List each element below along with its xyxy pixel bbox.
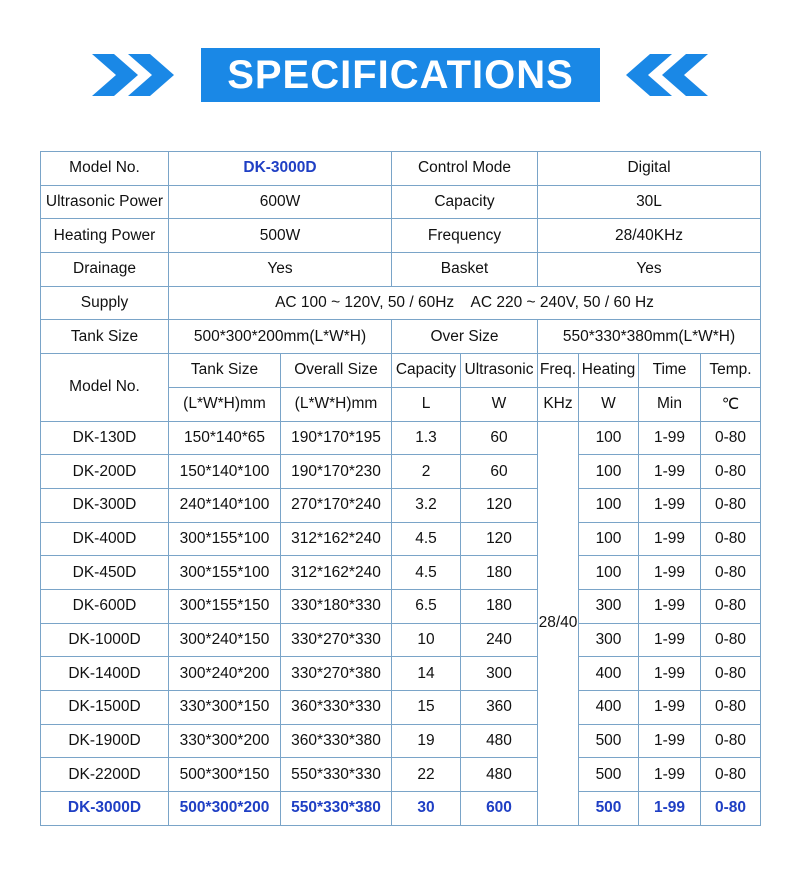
cell-heating: 100 — [579, 522, 639, 556]
cell-heating: 300 — [579, 589, 639, 623]
cell-tank: 300*155*100 — [169, 522, 281, 556]
unit-ultrasonic: W — [461, 387, 538, 421]
table-row — [41, 623, 761, 657]
heating-power-label: Heating Power — [41, 219, 169, 253]
cell-time: 1-99 — [639, 421, 701, 455]
double-chevron-right-icon — [92, 48, 188, 102]
cell-overall: 312*162*240 — [281, 522, 392, 556]
page-title: SPECIFICATIONS — [201, 48, 600, 102]
cell-temp: 0-80 — [701, 421, 761, 455]
cell-overall: 190*170*230 — [281, 455, 392, 489]
table-row — [41, 522, 761, 556]
cell-time: 1-99 — [639, 556, 701, 590]
cell-model: DK-1400D — [41, 657, 169, 691]
cell-tank: 300*240*150 — [169, 623, 281, 657]
table-row — [41, 792, 761, 826]
cell-capacity: 10 — [392, 623, 461, 657]
cell-model: DK-450D — [41, 556, 169, 590]
cell-temp: 0-80 — [701, 758, 761, 792]
ultrasonic-power-label: Ultrasonic Power — [41, 185, 169, 219]
over-size-label: Over Size — [392, 320, 538, 354]
cell-overall: 270*170*240 — [281, 488, 392, 522]
cell-overall: 360*330*380 — [281, 724, 392, 758]
summary-row-size — [41, 320, 761, 354]
supply-value: AC 100 ~ 120V, 50 / 60Hz AC 220 ~ 240V, 50 / 60 Hz — [169, 286, 761, 320]
table-row — [41, 556, 761, 590]
cell-capacity: 19 — [392, 724, 461, 758]
cell-ultrasonic: 300 — [461, 657, 538, 691]
double-chevron-left-icon — [612, 48, 708, 102]
cell-temp: 0-80 — [701, 691, 761, 725]
header-freq: Freq. — [538, 354, 579, 388]
summary-row-drainage — [41, 253, 761, 287]
cell-heating: 500 — [579, 792, 639, 826]
cell-temp: 0-80 — [701, 657, 761, 691]
cell-tank: 330*300*150 — [169, 691, 281, 725]
cell-model: DK-2200D — [41, 758, 169, 792]
cell-temp: 0-80 — [701, 724, 761, 758]
cell-tank: 240*140*100 — [169, 488, 281, 522]
unit-temp: ℃ — [701, 387, 761, 421]
cell-ultrasonic: 120 — [461, 488, 538, 522]
cell-tank: 150*140*65 — [169, 421, 281, 455]
basket-label: Basket — [392, 253, 538, 287]
cell-temp: 0-80 — [701, 792, 761, 826]
table-row — [41, 455, 761, 489]
cell-time: 1-99 — [639, 657, 701, 691]
cell-ultrasonic: 480 — [461, 724, 538, 758]
cell-model: DK-1900D — [41, 724, 169, 758]
cell-temp: 0-80 — [701, 589, 761, 623]
tank-size-label: Tank Size — [41, 320, 169, 354]
cell-model: DK-200D — [41, 455, 169, 489]
basket-value: Yes — [538, 253, 761, 287]
unit-heating: W — [579, 387, 639, 421]
header-heating: Heating — [579, 354, 639, 388]
cell-model: DK-130D — [41, 421, 169, 455]
cell-overall: 190*170*195 — [281, 421, 392, 455]
cell-overall: 550*330*380 — [281, 792, 392, 826]
cell-heating: 400 — [579, 657, 639, 691]
header-temp: Temp. — [701, 354, 761, 388]
cell-capacity: 4.5 — [392, 522, 461, 556]
cell-heating: 100 — [579, 556, 639, 590]
cell-time: 1-99 — [639, 691, 701, 725]
table-row — [41, 589, 761, 623]
cell-ultrasonic: 360 — [461, 691, 538, 725]
cell-model: DK-300D — [41, 488, 169, 522]
summary-row-supply — [41, 286, 761, 320]
cell-capacity: 14 — [392, 657, 461, 691]
cell-overall: 330*270*330 — [281, 623, 392, 657]
drainage-label: Drainage — [41, 253, 169, 287]
cell-model: DK-1000D — [41, 623, 169, 657]
cell-temp: 0-80 — [701, 522, 761, 556]
drainage-value: Yes — [169, 253, 392, 287]
frequency-label: Frequency — [392, 219, 538, 253]
frequency-value: 28/40KHz — [538, 219, 761, 253]
cell-ultrasonic: 180 — [461, 589, 538, 623]
unit-capacity: L — [392, 387, 461, 421]
cell-capacity: 2 — [392, 455, 461, 489]
cell-capacity: 3.2 — [392, 488, 461, 522]
cell-model: DK-1500D — [41, 691, 169, 725]
cell-time: 1-99 — [639, 758, 701, 792]
supply-label: Supply — [41, 286, 169, 320]
capacity-label: Capacity — [392, 185, 538, 219]
cell-overall: 330*180*330 — [281, 589, 392, 623]
cell-time: 1-99 — [639, 724, 701, 758]
model-label: Model No. — [41, 152, 169, 186]
cell-overall: 330*270*380 — [281, 657, 392, 691]
cell-ultrasonic: 600 — [461, 792, 538, 826]
header-capacity: Capacity — [392, 354, 461, 388]
cell-capacity: 4.5 — [392, 556, 461, 590]
cell-ultrasonic: 240 — [461, 623, 538, 657]
cell-frequency-merged: 28/40 — [538, 421, 579, 825]
header-model: Model No. — [41, 354, 169, 421]
cell-heating: 500 — [579, 758, 639, 792]
unit-tank-size: (L*W*H)mm — [169, 387, 281, 421]
over-size-value: 550*330*380mm(L*W*H) — [538, 320, 761, 354]
header-time: Time — [639, 354, 701, 388]
cell-capacity: 30 — [392, 792, 461, 826]
cell-time: 1-99 — [639, 792, 701, 826]
cell-time: 1-99 — [639, 522, 701, 556]
cell-time: 1-99 — [639, 455, 701, 489]
cell-time: 1-99 — [639, 488, 701, 522]
cell-ultrasonic: 480 — [461, 758, 538, 792]
cell-tank: 300*155*150 — [169, 589, 281, 623]
control-mode-label: Control Mode — [392, 152, 538, 186]
cell-model: DK-400D — [41, 522, 169, 556]
control-mode-value: Digital — [538, 152, 761, 186]
model-value: DK-3000D — [169, 152, 392, 186]
cell-ultrasonic: 120 — [461, 522, 538, 556]
cell-overall: 360*330*330 — [281, 691, 392, 725]
table-row — [41, 724, 761, 758]
cell-model: DK-3000D — [41, 792, 169, 826]
cell-tank: 300*240*200 — [169, 657, 281, 691]
summary-row-model — [41, 152, 761, 186]
cell-ultrasonic: 180 — [461, 556, 538, 590]
table-row — [41, 691, 761, 725]
title-banner — [0, 48, 800, 102]
table-row — [41, 488, 761, 522]
cell-temp: 0-80 — [701, 556, 761, 590]
table-row — [41, 657, 761, 691]
ultrasonic-power-value: 600W — [169, 185, 392, 219]
header-tank-size: Tank Size — [169, 354, 281, 388]
cell-heating: 500 — [579, 724, 639, 758]
table-row — [41, 758, 761, 792]
cell-capacity: 1.3 — [392, 421, 461, 455]
spec-table — [40, 151, 761, 826]
cell-capacity: 15 — [392, 691, 461, 725]
unit-time: Min — [639, 387, 701, 421]
header-ultrasonic: Ultrasonic — [461, 354, 538, 388]
cell-heating: 300 — [579, 623, 639, 657]
header-overall-size: Overall Size — [281, 354, 392, 388]
cell-heating: 100 — [579, 488, 639, 522]
cell-tank: 330*300*200 — [169, 724, 281, 758]
tank-size-value: 500*300*200mm(L*W*H) — [169, 320, 392, 354]
cell-ultrasonic: 60 — [461, 421, 538, 455]
summary-row-heating — [41, 219, 761, 253]
cell-tank: 300*155*100 — [169, 556, 281, 590]
cell-heating: 100 — [579, 421, 639, 455]
cell-overall: 550*330*330 — [281, 758, 392, 792]
cell-time: 1-99 — [639, 623, 701, 657]
cell-ultrasonic: 60 — [461, 455, 538, 489]
model-header-row — [41, 354, 761, 388]
cell-capacity: 6.5 — [392, 589, 461, 623]
cell-tank: 150*140*100 — [169, 455, 281, 489]
cell-overall: 312*162*240 — [281, 556, 392, 590]
table-row — [41, 421, 761, 455]
cell-temp: 0-80 — [701, 488, 761, 522]
cell-heating: 100 — [579, 455, 639, 489]
cell-capacity: 22 — [392, 758, 461, 792]
cell-time: 1-99 — [639, 589, 701, 623]
cell-temp: 0-80 — [701, 623, 761, 657]
unit-overall-size: (L*W*H)mm — [281, 387, 392, 421]
cell-tank: 500*300*200 — [169, 792, 281, 826]
cell-tank: 500*300*150 — [169, 758, 281, 792]
heating-power-value: 500W — [169, 219, 392, 253]
summary-row-ultrasonic — [41, 185, 761, 219]
cell-temp: 0-80 — [701, 455, 761, 489]
cell-heating: 400 — [579, 691, 639, 725]
capacity-value: 30L — [538, 185, 761, 219]
model-rows — [41, 421, 761, 825]
cell-model: DK-600D — [41, 589, 169, 623]
unit-freq: KHz — [538, 387, 579, 421]
